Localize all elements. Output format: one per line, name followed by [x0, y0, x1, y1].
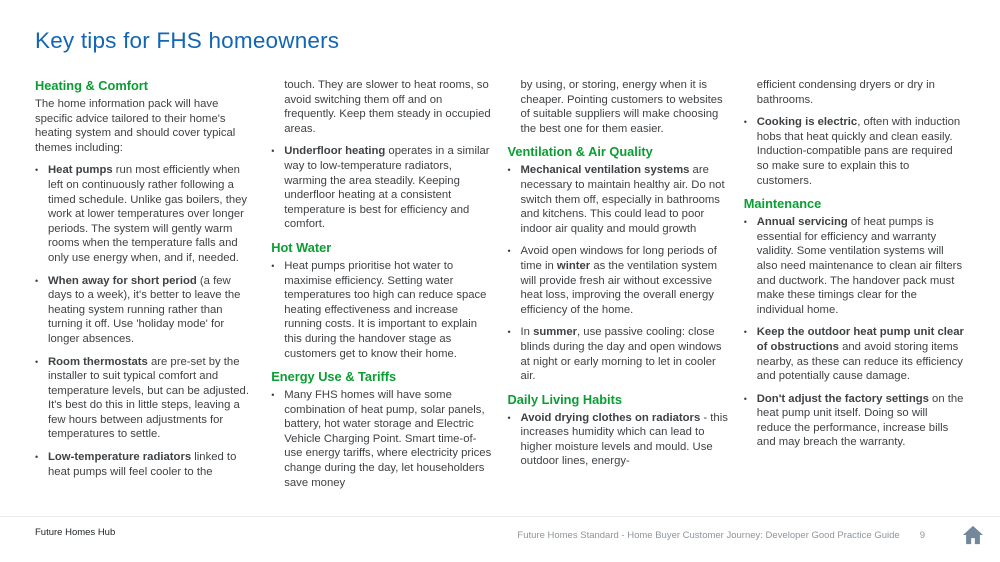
- bullet-icon: •: [743, 393, 747, 404]
- bullet-item: [35, 450, 256, 479]
- text-content: Cooking is electric, often with induction hobs that heat quickly and clean easily. Induction-compatible pans are required so make sure to explain this to customers.: [756, 116, 961, 187]
- bullet-icon: •: [507, 327, 511, 338]
- column-4: [744, 78, 965, 458]
- text-content: Avoid drying clothes on radiators - this increases humidity which can lead to higher moisture levels and mould. Use outdoor lines, energy-: [520, 411, 728, 468]
- text-content: Low-temperature radiators linked to heat pumps will feel cooler to the: [48, 451, 237, 478]
- bullet-icon: •: [271, 260, 275, 271]
- page-number: 9: [919, 529, 925, 541]
- text-content: When away for short period (a few days to a week), it's better to leave the heating system running rather than turning it off. Use 'holiday mode' for longer absences.: [48, 274, 241, 345]
- bullet-icon: •: [507, 412, 511, 423]
- bullet-item: [508, 163, 729, 236]
- paragraph: [508, 78, 729, 136]
- section-heading: Energy Use & Tariffs: [271, 369, 397, 385]
- bullet-item: [508, 244, 729, 317]
- footer-right: [517, 524, 985, 546]
- bullet-item: [744, 115, 965, 188]
- paragraph: [744, 78, 965, 107]
- footer-left-text: Future Homes Hub: [35, 527, 116, 538]
- text-content: Mechanical ventilation systems are necessary to maintain healthy air. Do not switch them off, especially in bathrooms and kitchens. This could lead to poor indoor air quality and mould growth: [520, 164, 725, 235]
- bullet-item: [35, 355, 256, 443]
- text-content: Keep the outdoor heat pump unit clear of obstructions and avoid storing items nearby, as these can reduce its efficiency and potentially cause damage.: [756, 326, 964, 383]
- home-icon[interactable]: [961, 524, 985, 546]
- section-heading: Daily Living Habits: [507, 391, 622, 407]
- bullet-icon: •: [271, 146, 275, 157]
- bullet-item: [508, 411, 729, 469]
- footer-divider: [0, 516, 1000, 517]
- bullet-item: [271, 144, 492, 232]
- text-content: Annual servicing of heat pumps is essential for efficiency and warranty validity. Some ventilation systems will also need maintenance to clean air filters and ductwork. The handover pack must make these timings clear for the individual home.: [756, 216, 963, 316]
- bullet-icon: •: [507, 165, 511, 176]
- bullet-icon: •: [271, 390, 275, 401]
- bullet-item: [508, 325, 729, 383]
- bullet-icon: •: [743, 117, 747, 128]
- content-columns: [35, 78, 965, 498]
- text-content: Room thermostats are pre-set by the installer to suit typical comfort and temperature levels, but can be adjusted. It's best do this in little steps, leaving a few hours between adjustments for temperatures to settle.: [48, 355, 249, 441]
- bullet-icon: •: [743, 327, 747, 338]
- bullet-item: [35, 163, 256, 265]
- text-content: Heat pumps run most efficiently when left on continuously rather following a timed schedule. Unlike gas boilers, they work at lower temperatures over longer periods. The system will gently warm rooms when the temperature falls and only use energy when, and if, needed.: [48, 164, 248, 264]
- paragraph: [35, 97, 256, 155]
- column-2: [271, 78, 492, 498]
- text-content: The home information pack will have specific advice tailored to their home's heating system and should cover typical themes including:: [35, 98, 236, 154]
- bullet-icon: •: [743, 217, 747, 228]
- text-content: efficient condensing dryers or dry in bathrooms.: [756, 79, 935, 106]
- page-title: Key tips for FHS homeowners: [35, 28, 340, 53]
- bullet-icon: •: [35, 275, 39, 286]
- text-content: Underfloor heating operates in a similar way to low-temperature radiators, warming the area steadily. Keeping underfloor heating at a consistent temperature is best for efficiency and comfort.: [284, 145, 490, 231]
- section-heading: Ventilation & Air Quality: [507, 144, 653, 160]
- text-content: Avoid open windows for long periods of time in winter as the ventilation system will provide fresh air without excessive heat loss, improving the overall energy efficiency of the home.: [520, 245, 718, 316]
- column-3: [508, 78, 729, 477]
- text-content: touch. They are slower to heat rooms, so avoid switching them off and on frequently. Keep them steady in occupied areas.: [284, 79, 491, 135]
- section-heading: Maintenance: [743, 196, 822, 212]
- column-1: [35, 78, 256, 487]
- text-content: Many FHS homes will have some combination of heat pump, solar panels, battery, hot water storage and Electric Vehicle Charging Point. Smart time-of-use energy tariffs, where electricity prices change during the day, let householders save money: [284, 389, 492, 489]
- bullet-icon: •: [35, 356, 39, 367]
- bullet-icon: •: [35, 165, 39, 176]
- text-content: by using, or storing, energy when it is cheaper. Pointing customers to websites of suitable suppliers will make choosing the best one for them easier.: [520, 79, 723, 135]
- paragraph: [271, 78, 492, 136]
- bullet-item: [35, 274, 256, 347]
- text-content: Heat pumps prioritise hot water to maximise efficiency. Setting water temperatures too high can reduce space heating effectiveness and increase running costs. It is important to explain this during the handover stage as customers get to know their home.: [284, 259, 487, 360]
- bullet-icon: •: [507, 246, 511, 257]
- bullet-item: [744, 392, 965, 450]
- section-heading: Heating & Comfort: [35, 78, 149, 93]
- text-content: In summer, use passive cooling: close blinds during the day and open windows at night or early morning to let in cooler air.: [520, 326, 722, 383]
- bullet-item: [271, 259, 492, 361]
- bullet-item: [744, 325, 965, 383]
- bullet-item: [271, 388, 492, 490]
- bullet-item: [744, 215, 965, 317]
- text-content: Don't adjust the factory settings on the heat pump unit itself. Doing so will reduce the performance, increase bills and may breach the warranty.: [756, 392, 964, 449]
- section-heading: Hot Water: [271, 239, 332, 255]
- bullet-icon: •: [35, 452, 39, 463]
- footer-doc-title: Future Homes Standard - Home Buyer Customer Journey: Developer Good Practice Guide: [517, 529, 900, 541]
